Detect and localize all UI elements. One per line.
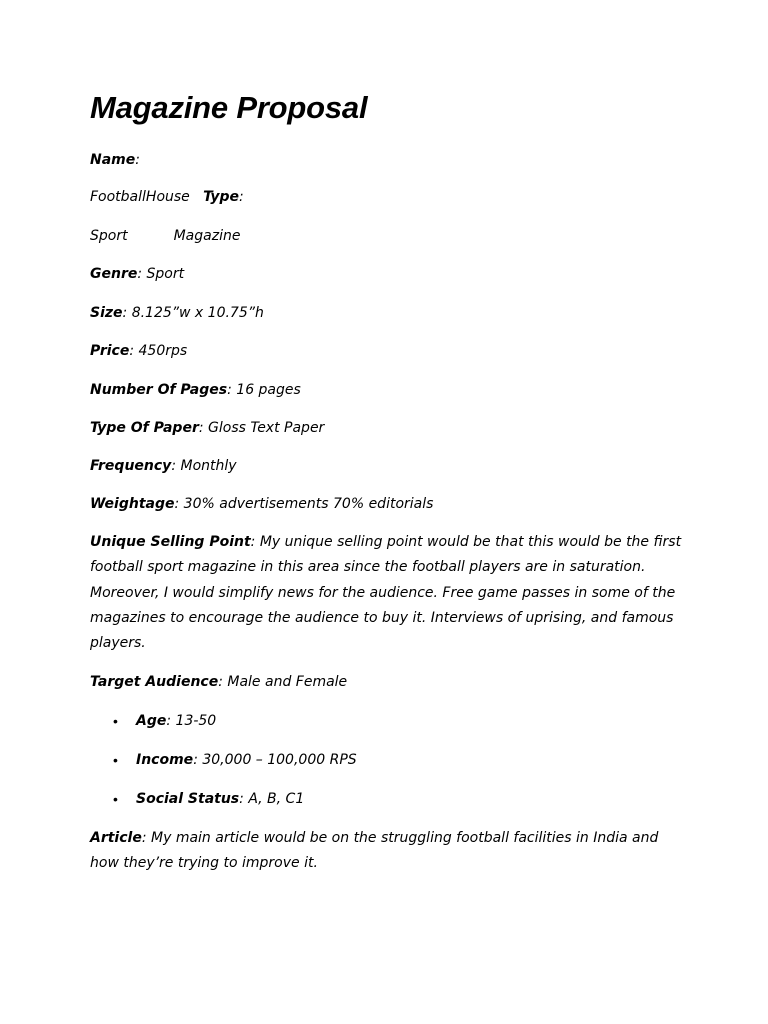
age-label: Age: [136, 713, 167, 729]
size-field: Size: 8.125”w x 10.75”h: [90, 305, 264, 321]
target-audience-label: Target Audience: [90, 674, 219, 690]
article-text: My main article would be on the struggling football facilities in India and how they’re trying to improve it.: [90, 830, 659, 872]
social-status-label: Social Status: [136, 791, 240, 807]
frequency-field: Frequency: Monthly: [90, 458, 237, 474]
usp-paragraph: Unique Selling Point: My unique selling point would be that this would be the first football sport magazine in this area since the football players are in saturation. Moreover, I would simplify news for the audience. Free game passes in some of the magazines to encourage the audience to buy it. Interviews of uprising, and famous players.: [90, 534, 682, 652]
frequency-value: Monthly: [180, 458, 237, 474]
document-title: Magazine Proposal: [90, 90, 368, 125]
type-value-1: Sport: [90, 228, 128, 244]
bullet-dot: •: [113, 713, 118, 729]
genre-label: Genre: [90, 266, 138, 282]
paper-value: Gloss Text Paper: [208, 420, 325, 436]
paper-label: Type Of Paper: [90, 420, 199, 436]
genre-field: Genre: Sport: [90, 266, 185, 282]
article-label: Article: [90, 830, 142, 846]
paper-field: Type Of Paper: Gloss Text Paper: [90, 420, 325, 436]
social-status-value: A, B, C1: [248, 791, 305, 807]
bullet-dot: •: [113, 791, 118, 807]
income-value: 30,000 – 100,000 RPS: [202, 752, 357, 768]
pages-label: Number Of Pages: [90, 382, 228, 398]
article-paragraph: Article: My main article would be on the struggling football facilities in India and how they’re trying to improve it.: [90, 830, 659, 872]
price-field: Price: 450rps: [90, 343, 188, 359]
target-audience-field: Target Audience: Male and Female: [90, 674, 348, 690]
usp-text: My unique selling point would be that this would be the first football sport magazine in this area since the football players are in saturation. Moreover, I would simplify news for the audience. Free game passes in some of the magazines to encourage the audience to buy it. Interviews of uprising, and famous players.: [90, 534, 682, 652]
frequency-label: Frequency: [90, 458, 172, 474]
bullet-dot: •: [113, 752, 118, 768]
weightage-label: Weightage: [90, 496, 175, 512]
name-value: FootballHouse: [90, 189, 190, 205]
age-value: 13-50: [175, 713, 217, 729]
type-label: Type: [203, 189, 240, 205]
name-field: Name:: [90, 152, 140, 168]
income-label: Income: [136, 752, 194, 768]
name-label: Name: [90, 152, 136, 168]
pages-value: 16 pages: [236, 382, 301, 398]
bullet-social-status: Social Status: A, B, C1: [136, 791, 305, 807]
price-label: Price: [90, 343, 130, 359]
weightage-value: 30% advertisements 70% editorials: [183, 496, 434, 512]
bullet-age: Age: 13-50: [136, 713, 217, 729]
usp-label: Unique Selling Point: [90, 534, 251, 550]
name-value-type-field: FootballHouse Type:: [90, 189, 244, 205]
price-value: 450rps: [138, 343, 188, 359]
bullet-income: Income: 30,000 – 100,000 RPS: [136, 752, 357, 768]
size-value: 8.125”w x 10.75”h: [131, 305, 264, 321]
type-value-2: Magazine: [173, 228, 241, 244]
type-value: [90, 224, 240, 249]
pages-field: Number Of Pages: 16 pages: [90, 382, 301, 398]
target-audience-value: Male and Female: [227, 674, 348, 690]
weightage-field: Weightage: 30% advertisements 70% editorials: [90, 496, 434, 512]
size-label: Size: [90, 305, 123, 321]
genre-value: Sport: [146, 266, 185, 282]
